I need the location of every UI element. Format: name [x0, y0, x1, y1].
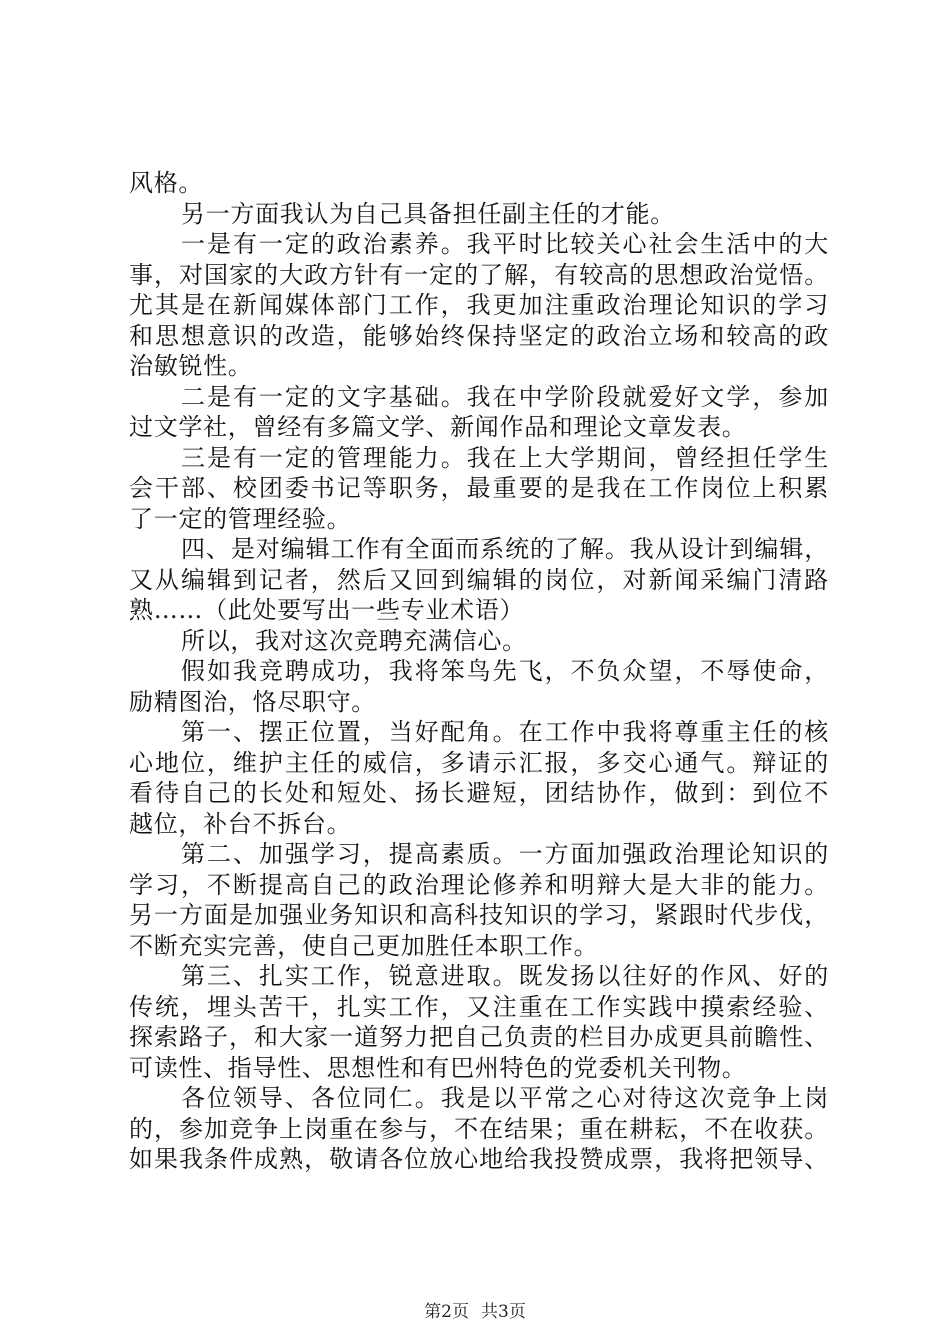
text-line: 熟……（此处要写出一些专业术语）: [129, 596, 525, 624]
text-line: 会干部、校团委书记等职务，最重要的是我在工作岗位上积累: [129, 474, 829, 502]
page-footer: [0, 1297, 950, 1322]
text-line: 学习，不断提高自己的政治理论修养和明辩大是大非的能力。: [129, 870, 829, 899]
text-line: 可读性、指导性、思想性和有巴州特色的党委机关刊物。: [129, 1053, 747, 1082]
page-number: 第2页: [424, 1302, 469, 1322]
text-line: 励精图治，恪尽职守。: [129, 687, 376, 716]
text-line: 不断充实完善，使自己更加胜任本职工作。: [129, 931, 599, 960]
text-line: 四、是对编辑工作有全面而系统的了解。我从设计到编辑，: [181, 535, 829, 563]
text-line: 探索路子，和大家一道努力把自己负责的栏目办成更具前瞻性、: [129, 1023, 829, 1051]
text-line: 心地位，维护主任的威信，多请示汇报，多交心通气。辩证的: [129, 748, 829, 777]
text-line: 过文学社，曾经有多篇文学、新闻作品和理论文章发表。: [129, 413, 747, 441]
page-total: 共3页: [481, 1302, 526, 1322]
text-line: 第二、加强学习，提高素质。一方面加强政治理论知识的: [181, 840, 829, 868]
text-line: 了一定的管理经验。: [129, 504, 352, 533]
text-line: 传统，埋头苦干，扎实工作，又注重在工作实践中摸索经验、: [129, 992, 829, 1021]
text-line: 各位领导、各位同仁。我是以平常之心对待这次竞争上岗: [181, 1084, 829, 1112]
text-line: 所以，我对这次竞聘充满信心。: [181, 626, 527, 655]
text-line: 和思想意识的改造，能够始终保持坚定的政治立场和较高的政: [129, 321, 829, 350]
text-line: 第一、摆正位置，当好配角。在工作中我将尊重主任的核: [181, 718, 829, 746]
text-line: 另一方面是加强业务知识和高科技知识的学习，紧跟时代步伐，: [129, 901, 829, 929]
text-line: 假如我竞聘成功，我将笨鸟先飞，不负众望，不辱使命，: [181, 657, 829, 685]
text-line: 尤其是在新闻媒体部门工作，我更加注重政治理论知识的学习: [129, 291, 829, 319]
text-line: 的，参加竞争上岗重在参与，不在结果；重在耕耘，不在收获。: [129, 1114, 829, 1143]
text-line: 风格。: [129, 169, 204, 197]
text-line: 看待自己的长处和短处、扬长避短，团结协作，做到：到位不: [129, 779, 829, 807]
body-text: [129, 168, 829, 1175]
text-line: 另一方面我认为自己具备担任副主任的才能。: [181, 199, 675, 228]
text-line: 事，对国家的大政方针有一定的了解，有较高的思想政治觉悟。: [129, 260, 829, 289]
text-line: 治敏锐性。: [129, 352, 253, 380]
text-line: 又从编辑到记者，然后又回到编辑的岗位，对新闻采编门清路: [129, 565, 829, 594]
text-line: 如果我条件成熟，敬请各位放心地给我投赞成票，我将把领导、: [129, 1145, 829, 1173]
text-line: 一是有一定的政治素养。我平时比较关心社会生活中的大: [181, 230, 829, 258]
text-line: 第三、扎实工作，锐意进取。既发扬以往好的作风、好的: [181, 962, 829, 990]
text-line: 二是有一定的文字基础。我在中学阶段就爱好文学，参加: [181, 382, 829, 411]
text-line: 越位，补台不拆台。: [129, 809, 352, 838]
text-line: 三是有一定的管理能力。我在上大学期间，曾经担任学生: [181, 443, 829, 472]
